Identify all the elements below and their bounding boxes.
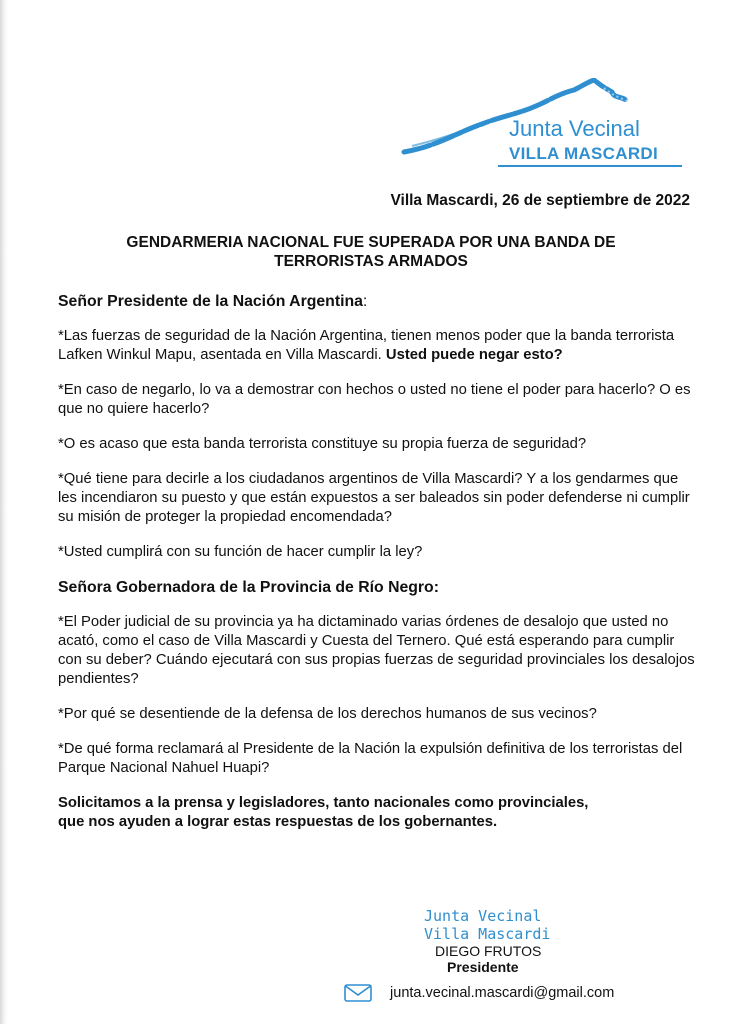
closing-line-1: Solicitamos a la prensa y legisladores, tanto nacionales como provinciales,	[58, 795, 589, 811]
envelope-icon	[344, 984, 372, 1002]
paragraph: *En caso de negarlo, lo va a demostrar con hechos o usted no tiene el poder para hacerlo? O es que no quiere hacerlo?	[58, 382, 691, 417]
salutation-governor: Señora Gobernadora de la Provincia de Río Negro:	[58, 579, 439, 596]
logo-title: Junta Vecinal	[509, 116, 640, 141]
email-address: junta.vecinal.mascardi@gmail.com	[390, 985, 615, 1001]
paragraph-bold-text: Usted puede negar esto?	[385, 347, 563, 363]
logo-subtitle: VILLA MASCARDI	[509, 144, 659, 163]
salutation-president-text: Señor Presidente de la Nación Argentina	[58, 293, 363, 310]
signature-org-line-2: Villa Mascardi	[424, 925, 551, 943]
salutation-colon: :	[362, 293, 368, 310]
letter-body	[58, 292, 698, 848]
paragraph: *Qué tiene para decirle a los ciudadanos argentinos de Villa Mascardi? Y a los gendarmes que les incendiaron su puesto y que están expuestos a ser baleados sin poder defenderse ni cumplir su misión de proteger la propiedad encomendada?	[58, 471, 690, 525]
salutation-president	[58, 292, 698, 311]
page-edge-shadow	[0, 0, 8, 1024]
paragraph: *Por qué se desentiende de la defensa de los derechos humanos de sus vecinos?	[58, 706, 597, 722]
paragraph: *O es acaso que esta banda terrorista constituye su propia fuerza de seguridad?	[58, 436, 587, 452]
paragraph	[58, 327, 698, 365]
logo	[398, 78, 698, 178]
closing-line-2: que nos ayuden a lograr estas respuestas de los gobernantes.	[58, 814, 498, 830]
paragraph: *De qué forma reclamará al Presidente de la Nación la expulsión definitiva de los terroristas del Parque Nacional Nahuel Huapi?	[58, 741, 683, 776]
headline-line-1: GENDARMERIA NACIONAL FUE SUPERADA POR UNA BANDA DE	[126, 234, 616, 251]
headline	[56, 233, 686, 271]
logo-underline	[498, 165, 682, 167]
closing-request	[58, 794, 698, 832]
letter-date: Villa Mascardi, 26 de septiembre de 2022	[390, 192, 690, 209]
signature-title: Presidente	[447, 959, 519, 975]
headline-line-2: TERRORISTAS ARMADOS	[274, 253, 468, 270]
signature-name: DIEGO FRUTOS	[435, 943, 542, 959]
signature-org-line-1: Junta Vecinal	[424, 907, 542, 925]
signature-block	[424, 907, 624, 975]
paragraph: *El Poder judicial de su provincia ya ha dictaminado varias órdenes de desalojo que usted no acató, como el caso de Villa Mascardi y Cuesta del Ternero. Qué está esperando para cumplir con su deber? Cuándo ejecutará con sus propias fuerzas de seguridad provinciales los desalojos pendientes?	[58, 614, 695, 687]
paragraph: *Usted cumplirá con su función de hacer cumplir la ley?	[58, 544, 423, 560]
contact-email	[344, 984, 614, 1002]
paragraph-text: *Las fuerzas de seguridad de la Nación Argentina, tienen menos poder que la banda terrorista Lafken Winkul Mapu, asentada en Villa Mascardi.	[58, 328, 675, 363]
